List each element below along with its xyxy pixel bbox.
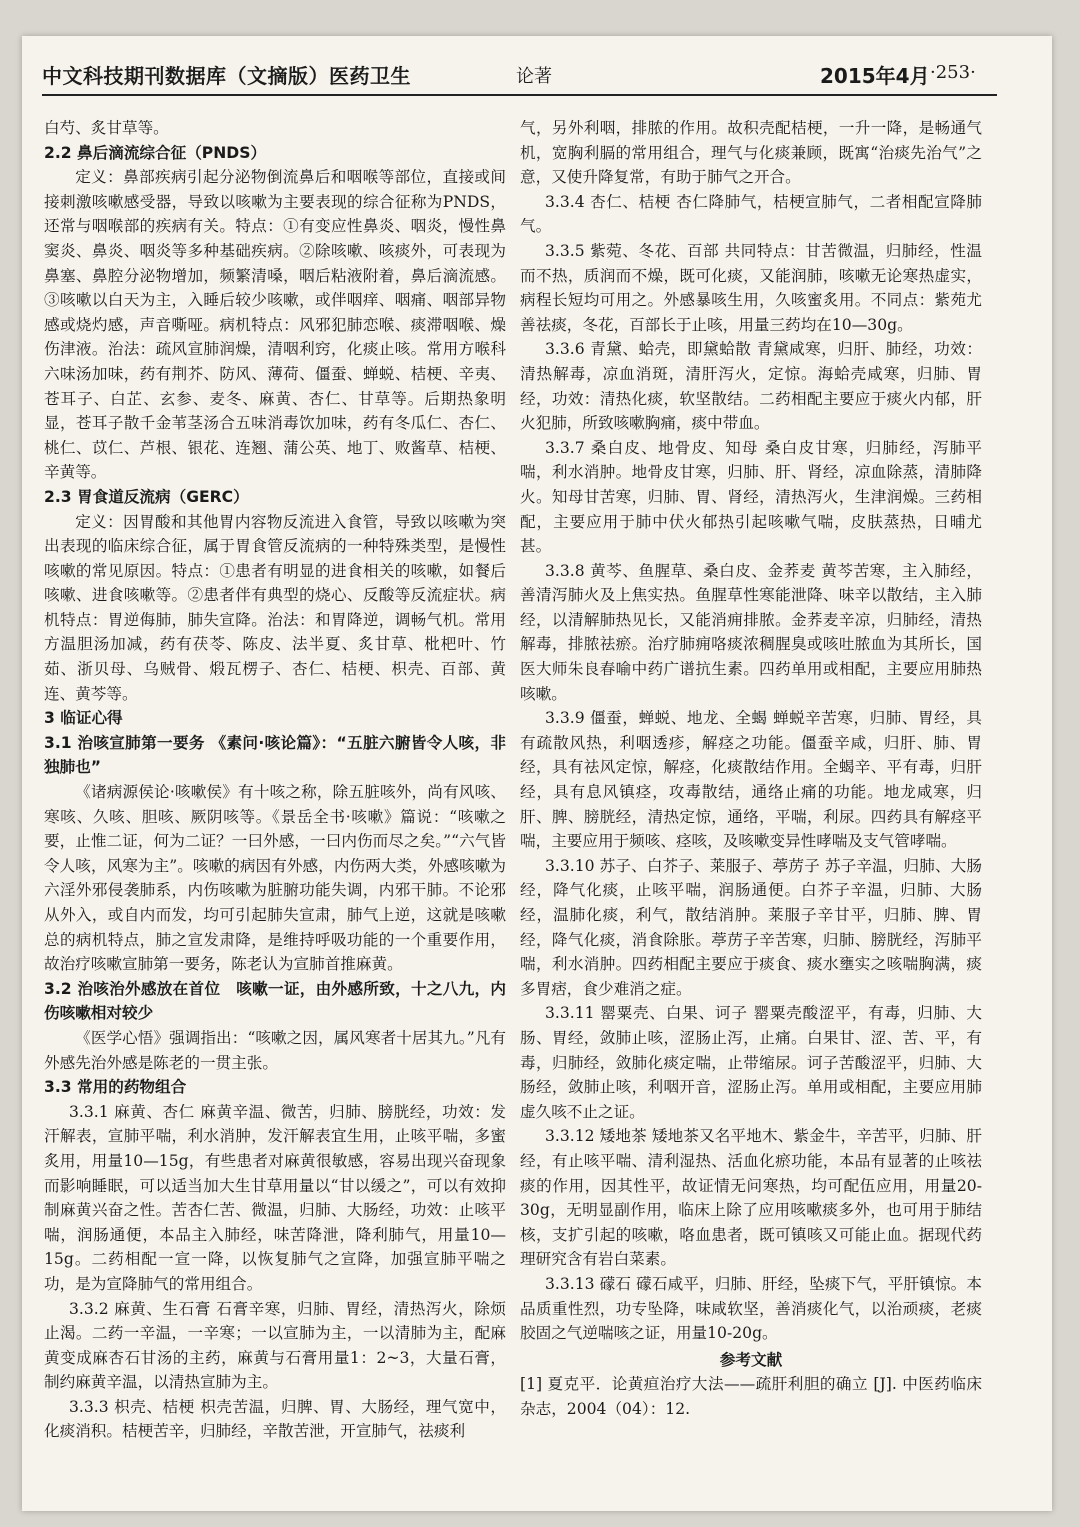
subsection-paragraph: 3.3.11 罂粟壳、白果、诃子 罂粟壳酸涩平，有毒，归肺、大肠、胃经，敛肺止咳，涩肠止泻，止痛。白果甘、涩、苦、平，有毒，归肺经，敛肺化痰定喘，止带缩尿。诃子苦酸涩平，归肺、大肠经，敛肺止咳，利咽开音，涩肠止泻。单用或相配，主要应用肺虚久咳不止之证。	[520, 1004, 982, 1121]
page-number: ·253·	[930, 62, 976, 83]
continued-paragraph: 白芍、炙甘草等。	[44, 119, 169, 137]
subsection-paragraph: 3.3.3 枳壳、桔梗 枳壳苦温，归脾、胃、大肠经，理气宽中，化痰消积。桔梗苦辛，归肺经，辛散苦泄，开宣肺气，祛痰利	[44, 1397, 506, 1441]
references-heading: 参考文献	[719, 1350, 783, 1369]
body-paragraph: 定义：因胃酸和其他胃内容物反流进入食管，导致以咳嗽为突出表现的临床综合征，属于胃食管反流病的一种特殊类型，是慢性咳嗽的常见原因。特点：①患者有明显的进食相关的咳嗽，如餐后咳嗽、进食咳嗽等。②患者伴有典型的烧心、反酸等反流症状。病机特点：胃逆侮肺，肺失宣降。治法：和胃降逆，调畅气机。常用方温胆汤加减，药有茯苓、陈皮、法半夏、炙甘草、枇杷叶、竹茹、浙贝母、乌贼骨、煅瓦楞子、杏仁、桔梗、枳壳、百部、黄连、黄芩等。	[44, 512, 506, 703]
section-heading: 3.3 常用的药物组合	[44, 1078, 187, 1097]
subsection-paragraph: 3.3.2 麻黄、生石膏 石膏辛寒，归肺、胃经，清热泻火，除烦止渴。二药一辛温，一辛寒；一以宣肺为主，一以清肺为主，配麻黄变成麻杏石甘汤的主药，麻黄与石膏用量1：2~3，大量石膏，制约麻黄辛温，以清热宣肺为主。	[44, 1299, 506, 1392]
section-heading: 2.3 胃食道反流病（GERC）	[44, 487, 249, 506]
body-paragraph: 定义：鼻部疾病引起分泌物倒流鼻后和咽喉等部位，直接或间接刺激咳嗽感受器，导致以咳嗽为主要表现的综合征称为PNDS，还常与咽喉部的疾病有关。特点：①有变应性鼻炎、咽炎，慢性鼻窦炎、鼻炎、咽炎等多种基础疾病。②除咳嗽、咳痰外，可表现为鼻塞、鼻腔分泌物增加，频繁清嗓，咽后粘液附着，鼻后滴流感。③咳嗽以白天为主，入睡后较少咳嗽，或伴咽痒、咽痛、咽部异物感或烧灼感，声音嘶哑。病机特点：风邪犯肺恋喉、痰滞咽喉、燥伤津液。治法：疏风宣肺润燥，清咽利窍，化痰止咳。常用方喉科六味汤加味，药有荆芥、防风、薄荷、僵蚕、蝉蜕、桔梗、辛夷、苍耳子、白芷、玄参、麦冬、麻黄、杏仁、甘草等。后期热象明显，苍耳子散千金苇茎汤合五味消毒饮加味，药有冬瓜仁、杏仁、桃仁、苡仁、芦根、银花、连翘、蒲公英、地丁、败酱草、桔梗、辛黄等。	[44, 168, 506, 482]
subsection-paragraph: 3.3.1 麻黄、杏仁 麻黄辛温、微苦，归肺、膀胱经，功效：发汗解表，宣肺平喘，利水消肿，发汗解表宜生用，止咳平喘，多蜜炙用，用量10—15g，有些患者对麻黄很敏感，容易出现兴奋现象而影响睡眠，可以适当加大生甘草用量以“甘以缓之”，可以有效抑制麻黄兴奋之性。苦杏仁苦、微温，归肺、大肠经，功效：止咳平喘，润肠通便，本品主入肺经，味苦降泄，降利肺气，用量10—15g。二药相配一宣一降，以恢复肺气之宣降，加强宣肺平喘之功，是为宣降肺气的常用组合。	[44, 1102, 506, 1293]
reference-entry: [1] 夏克平．论黄疸治疗大法——疏肝利胆的确立 [J]. 中医药临床杂志，2004（04）：12.	[520, 1375, 982, 1418]
subsection-paragraph: 3.3.12 矮地茶 矮地茶又名平地木、紫金牛，辛苦平，归肺、肝经，有止咳平喘、清利湿热、活血化瘀功能，本品有显著的止咳祛痰的作用，因其性平，故证情无问寒热，均可配伍应用，用量20-30g，无明显副作用，临床上除了应用咳嗽痰多外，也可用于肺结核，支扩引起的咳嗽，咯血患者，既可镇咳又可能止血。据现代药理研究含有岩白菜素。	[520, 1127, 982, 1269]
journal-page	[22, 36, 1052, 1511]
section-heading: 3.2 治咳治外感放在首位 咳嗽一证，由外感所致，十之八九，内伤咳嗽相对较少	[44, 979, 506, 1023]
left-column	[44, 116, 506, 1444]
subsection-paragraph: 3.3.9 僵蚕，蝉蜕、地龙、全蝎 蝉蜕辛苦寒，归肺、胃经，具有疏散风热，利咽透疹，解痉之功能。僵蚕辛咸，归肝、肺、胃经，具有祛风定惊，解痉，化痰散结作用。全蝎辛、平有毒，归肝经，具有息风镇痉，攻毒散结，通络止痛的功能。地龙咸寒，归肝、脾、膀胱经，清热定惊，通络，平喘，利尿。四药具有解痉平喘，主要应用于频咳、痉咳，及咳嗽变异性哮喘及支气管哮喘。	[520, 709, 982, 851]
subsection-paragraph: 3.3.10 苏子、白芥子、莱服子、葶苈子 苏子辛温，归肺、大肠经，降气化痰，止咳平喘，润肠通便。白芥子辛温，归肺、大肠经，温肺化痰，利气，散结消肿。莱服子辛甘平，归肺、脾、胃经，降气化痰，消食除胀。葶苈子辛苦寒，归肺、膀胱经，泻肺平喘，利水消肿。四药相配主要应于痰食、痰水壅实之咳喘胸满，痰多胃痞，食少难消之症。	[520, 856, 982, 998]
journal-name: 中文科技期刊数据库（文摘版）医药卫生	[42, 64, 411, 88]
subsection-paragraph: 3.3.4 杏仁、桔梗 杏仁降肺气，桔梗宣肺气，二者相配宣降肺气。	[520, 192, 982, 236]
section-heading: 3.1 治咳宣肺第一要务 《素问·咳论篇》：“五脏六腑皆令人咳，非独肺也”	[44, 733, 506, 777]
section-heading: 3 临证心得	[44, 709, 123, 728]
running-header	[42, 58, 997, 96]
subsection-paragraph: 3.3.7 桑白皮、地骨皮、知母 桑白皮甘寒，归肺经，泻肺平喘，利水消肿。地骨皮甘寒，归肺、肝、肾经，凉血除蒸，清肺降火。知母甘苦寒，归肺、胃、肾经，清热泻火，生津润燥。三药相配，主要应用于肺中伏火郁热引起咳嗽气喘，皮肤蒸热，日晡尤甚。	[520, 438, 982, 556]
continued-paragraph: 气，另外利咽，排脓的作用。故积壳配桔梗，一升一降，是畅通气机，宽胸利膈的常用组合，理气与化痰兼顾，既寓“治痰先治气”之意，又使升降复常，有助于肺气之开合。	[520, 119, 982, 187]
subsection-paragraph: 3.3.8 黄芩、鱼腥草、桑白皮、金荞麦 黄芩苦寒，主入肺经，善清泻肺火及上焦实热。鱼腥草性寒能泄降、味辛以散结，主入肺经，以清解肺热见长，又能消痈排脓。金荞麦辛凉，归肺经，清热解毒，排脓祛瘀。治疗肺痈咯痰浓稠腥臭或咳吐脓血为其所长，国医大师朱良春喻中药广谱抗生素。四药单用或相配，主要应用肺热咳嗽。	[520, 561, 982, 703]
body-paragraph: 《医学心悟》强调指出：“咳嗽之因，属风寒者十居其九。”凡有外感先治外感是陈老的一贯主张。	[44, 1028, 506, 1072]
subsection-paragraph: 3.3.6 青黛、蛤壳，即黛蛤散 青黛咸寒，归肝、肺经，功效：清热解毒，凉血消斑，清肝泻火，定惊。海蛤壳咸寒，归肺、胃经，功效：清热化痰，软坚散结。二药相配主要应于痰火内郁，肝火犯肺，所致咳嗽胸痛，痰中带血。	[520, 340, 982, 433]
right-column	[520, 116, 982, 1421]
subsection-paragraph: 3.3.13 礞石 礞石咸平，归肺、肝经，坠痰下气，平肝镇惊。本品质重性烈，功专坠降，味咸软坚，善消痰化气，以治顽痰，老痰胶固之气逆喘咳之证，用量10-20g。	[520, 1274, 982, 1343]
body-paragraph: 《诸病源侯论·咳嗽侯》有十咳之称，除五脏咳外，尚有风咳、寒咳、久咳、胆咳、厥阴咳等。《景岳全书·咳嗽》篇说：“咳嗽之要，止惟二证，何为二证？一曰外感，一曰内伤而尽之矣。”“六气皆令人咳，风寒为主”。咳嗽的病因有外感，内伤两大类，外感咳嗽为六淫外邪侵袭肺系，内伤咳嗽为脏腑功能失调，内邪干肺。不论邪从外入，或自内而发，均可引起肺失宣肃，肺气上逆，这就是咳嗽总的病机特点，肺之宣发肃降，是维持呼吸功能的一个重要作用，故治疗咳嗽宣肺第一要务，陈老认为宣肺首推麻黄。	[44, 783, 506, 974]
issue-date: 2015年4月	[820, 64, 930, 88]
section-label: 论著	[516, 66, 552, 87]
section-heading: 2.2 鼻后滴流综合征（PNDS）	[44, 143, 267, 162]
subsection-paragraph: 3.3.5 紫菀、冬花、百部 共同特点：甘苦微温，归肺经，性温而不热，质润而不燥，既可化痰，又能润肺，咳嗽无论寒热虚实，病程长短均可用之。外感暴咳生用，久咳蜜炙用。不同点：紫苑尤善祛痰，冬花，百部长于止咳，用量三药均在10—30g。	[520, 241, 982, 334]
